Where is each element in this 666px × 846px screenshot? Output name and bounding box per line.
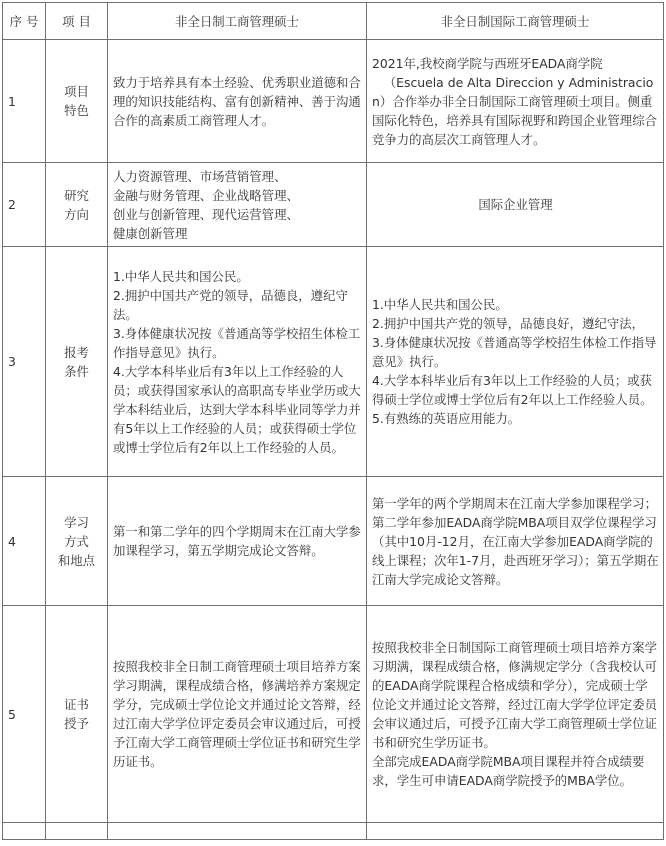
header-imba: 非全日制国际工商管理硕士 xyxy=(367,3,664,40)
row-seq: 2 xyxy=(3,163,46,247)
row-item: 证书 授予 xyxy=(46,606,108,823)
row-item xyxy=(46,823,108,840)
imba-cell xyxy=(367,823,664,840)
header-mba: 非全日制工商管理硕士 xyxy=(108,3,367,40)
imba-cell: 2021年,我校商学院与西班牙EADA商学院 （Escuela de Alta Direccion y Administracion）合作举办非全日制国际工商管理硕士项目。侧重国际化特色，培养具有国际视野和跨国企业管理综合竞争力的高层次工商管理人才。 xyxy=(367,40,664,163)
imba-cell: 按照我校非全日制国际工商管理硕士项目培养方案学习期满，课程成绩合格，修满规定学分（含我校认可的EADA商学院课程合格成绩和学分），完成硕士学位论文并通过论文答辩，经过江南大学学位评定委员会审议通过后，可授予江南大学工商管理硕士学位证书和研究生学历证书。 全部完成EADA商学院MBA项目课程并符合成绩要求，学生可申请EADA商学院授予的MBA学位。 xyxy=(367,606,664,823)
mba-cell: 人力资源管理、市场营销管理、 金融与财务管理、企业战略管理、 创业与创新管理、现代运营管理、 健康创新管理 xyxy=(108,163,367,247)
row-item: 学习 方式 和地点 xyxy=(46,477,108,606)
table-row xyxy=(3,606,664,823)
mba-cell: 按照我校非全日制工商管理硕士项目培养方案学习期满，课程成绩合格，修满培养方案规定学分，完成硕士学位论文并通过论文答辩，经过江南大学学位评定委员会审议通过后，可授予江南大学工商管理硕士学位证书和研究生学历证书。 xyxy=(108,606,367,823)
mba-cell xyxy=(108,823,367,840)
row-seq: 1 xyxy=(3,40,46,163)
header-item: 项 目 xyxy=(46,3,108,40)
imba-cell: 国际企业管理 xyxy=(367,163,664,247)
header-row xyxy=(3,3,664,40)
program-comparison-table xyxy=(2,2,664,840)
table-row xyxy=(3,163,664,247)
imba-cell: 1.中华人民共和国公民。 2.拥护中国共产党的领导，品德良好，遵纪守法， 3.身体健康状况按《普通高等学校招生体检工作指导意见》执行。 4.大学本科毕业后有3年以上工作经验的人员；或获得硕士学位或博士学位后有2年以上工作经验人员。 5.有熟练的英语应用能力。 xyxy=(367,247,664,477)
table-row xyxy=(3,40,664,163)
row-item: 研究 方向 xyxy=(46,163,108,247)
table-row xyxy=(3,247,664,477)
row-item: 报考 条件 xyxy=(46,247,108,477)
row-seq: 4 xyxy=(3,477,46,606)
row-seq: 5 xyxy=(3,606,46,823)
row-seq xyxy=(3,823,46,840)
table-row-partial xyxy=(3,823,664,840)
header-seq: 序 号 xyxy=(3,3,46,40)
mba-cell: 1.中华人民共和国公民。 2.拥护中国共产党的领导，品德良，遵纪守法。 3.身体健康状况按《普通高等学校招生体检工作指导意见》执行。 4.大学本科毕业后有3年以上工作经验的人员；或获得国家承认的高职高专毕业学历或大学本科结业后，达到大学本科毕业同等学力并有5年以上工作经验的人员；或获得硕士学位或博士学位后有2年以上工作经验的人员。 xyxy=(108,247,367,477)
mba-cell: 第一和第二学年的四个学期周末在江南大学参加课程学习，第五学期完成论文答辩。 xyxy=(108,477,367,606)
mba-cell: 致力于培养具有本土经验、优秀职业道德和合理的知识技能结构、富有创新精神、善于沟通合作的高素质工商管理人才。 xyxy=(108,40,367,163)
row-seq: 3 xyxy=(3,247,46,477)
imba-cell: 第一学年的两个学期周末在江南大学参加课程学习；第二学年参加EADA商学院MBA项目双学位课程学习（其中10月-12月，在江南大学参加EADA商学院的线上课程；次年1-7月，赴西班牙学习）；第五学期在江南大学完成论文答辩。 xyxy=(367,477,664,606)
row-item: 项目 特色 xyxy=(46,40,108,163)
table-row xyxy=(3,477,664,606)
